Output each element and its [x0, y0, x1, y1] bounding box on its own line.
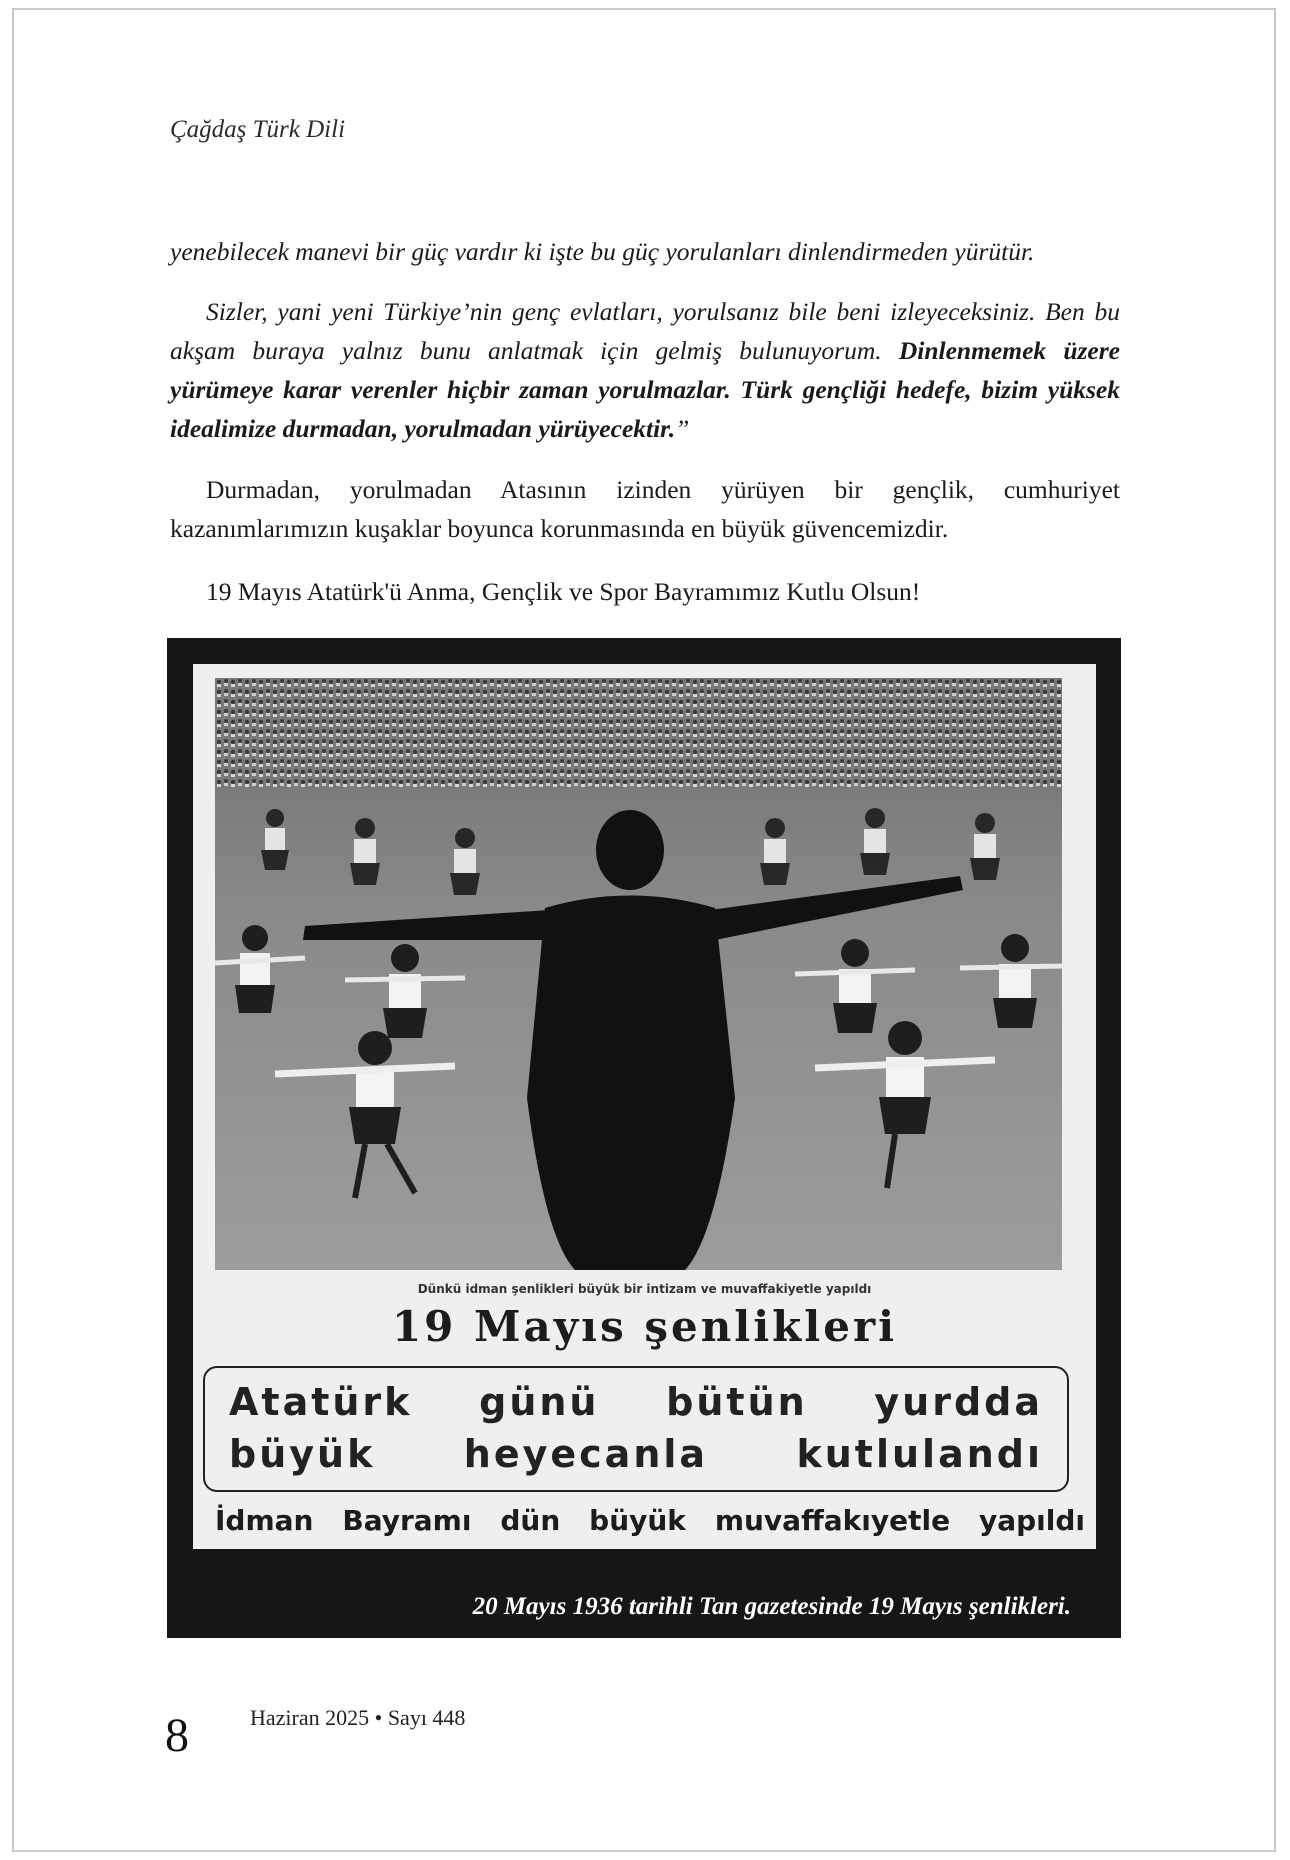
quote-paragraph	[170, 292, 1120, 448]
paragraph-greeting: 19 Mayıs Atatürk'ü Anma, Gençlik ve Spor Bayramımız Kutlu Olsun!	[206, 577, 921, 606]
quote-normal-text: Sizler, yani yeni Türkiye’nin genç evlatları, yorulsanız bile beni izleyeceksiniz. Ben bu akşam buraya yalnız bunu anlatmak için gelmiş bulunuyorum.	[170, 297, 1120, 365]
quote-bold-text: Dinlenmemek üzere yürümeye karar verenler hiçbir zaman yorulmazlar. Türk gençliği hedefe, bizim yüksek idealimize durmadan, yorulmadan yürüyecektir.	[170, 336, 1120, 443]
headline-main: 19 Mayıs şenlikleri	[391, 1302, 898, 1351]
figure-caption: 20 Mayıs 1936 tarihli Tan gazetesinde 19 Mayıs şenlikleri.	[472, 1593, 1071, 1620]
newspaper-figure	[167, 638, 1121, 1638]
headline-boxed	[203, 1366, 1069, 1492]
gymnastics-photo	[215, 678, 1062, 1270]
headline-boxed-line-2: büyük heyecanla kutlulandı	[229, 1432, 1043, 1476]
headline-sub: İdman Bayramı dün büyük muvaffakıyetle yapıldı	[215, 1504, 1085, 1537]
running-header: Çağdaş Türk Dili	[170, 116, 346, 143]
page-number: 8	[165, 1709, 189, 1762]
headline-boxed-line-1: Atatürk günü bütün yurdda	[229, 1380, 1043, 1424]
issue-info: Haziran 2025 • Sayı 448	[250, 1705, 466, 1730]
quote-continuation: yenebilecek manevi bir güç vardır ki işte bu güç yorulanları dinlendirmeden yürütür.	[170, 237, 1035, 266]
newspaper-clipping	[193, 664, 1096, 1549]
quote-end-mark: ”	[675, 414, 690, 443]
paragraph-youth: Durmadan, yorulmadan Atasının izinden yürüyen bir gençlik, cumhuriyet kazanımlarımızın kuşaklar boyunca korunmasında en büyük güvencemizdir.	[170, 475, 1120, 543]
gymnastics-photo-illustration	[215, 678, 1062, 1270]
photo-caption: Dünkü idman şenlikleri büyük bir intizam ve muvaffakiyetle yapıldı	[417, 1282, 872, 1296]
